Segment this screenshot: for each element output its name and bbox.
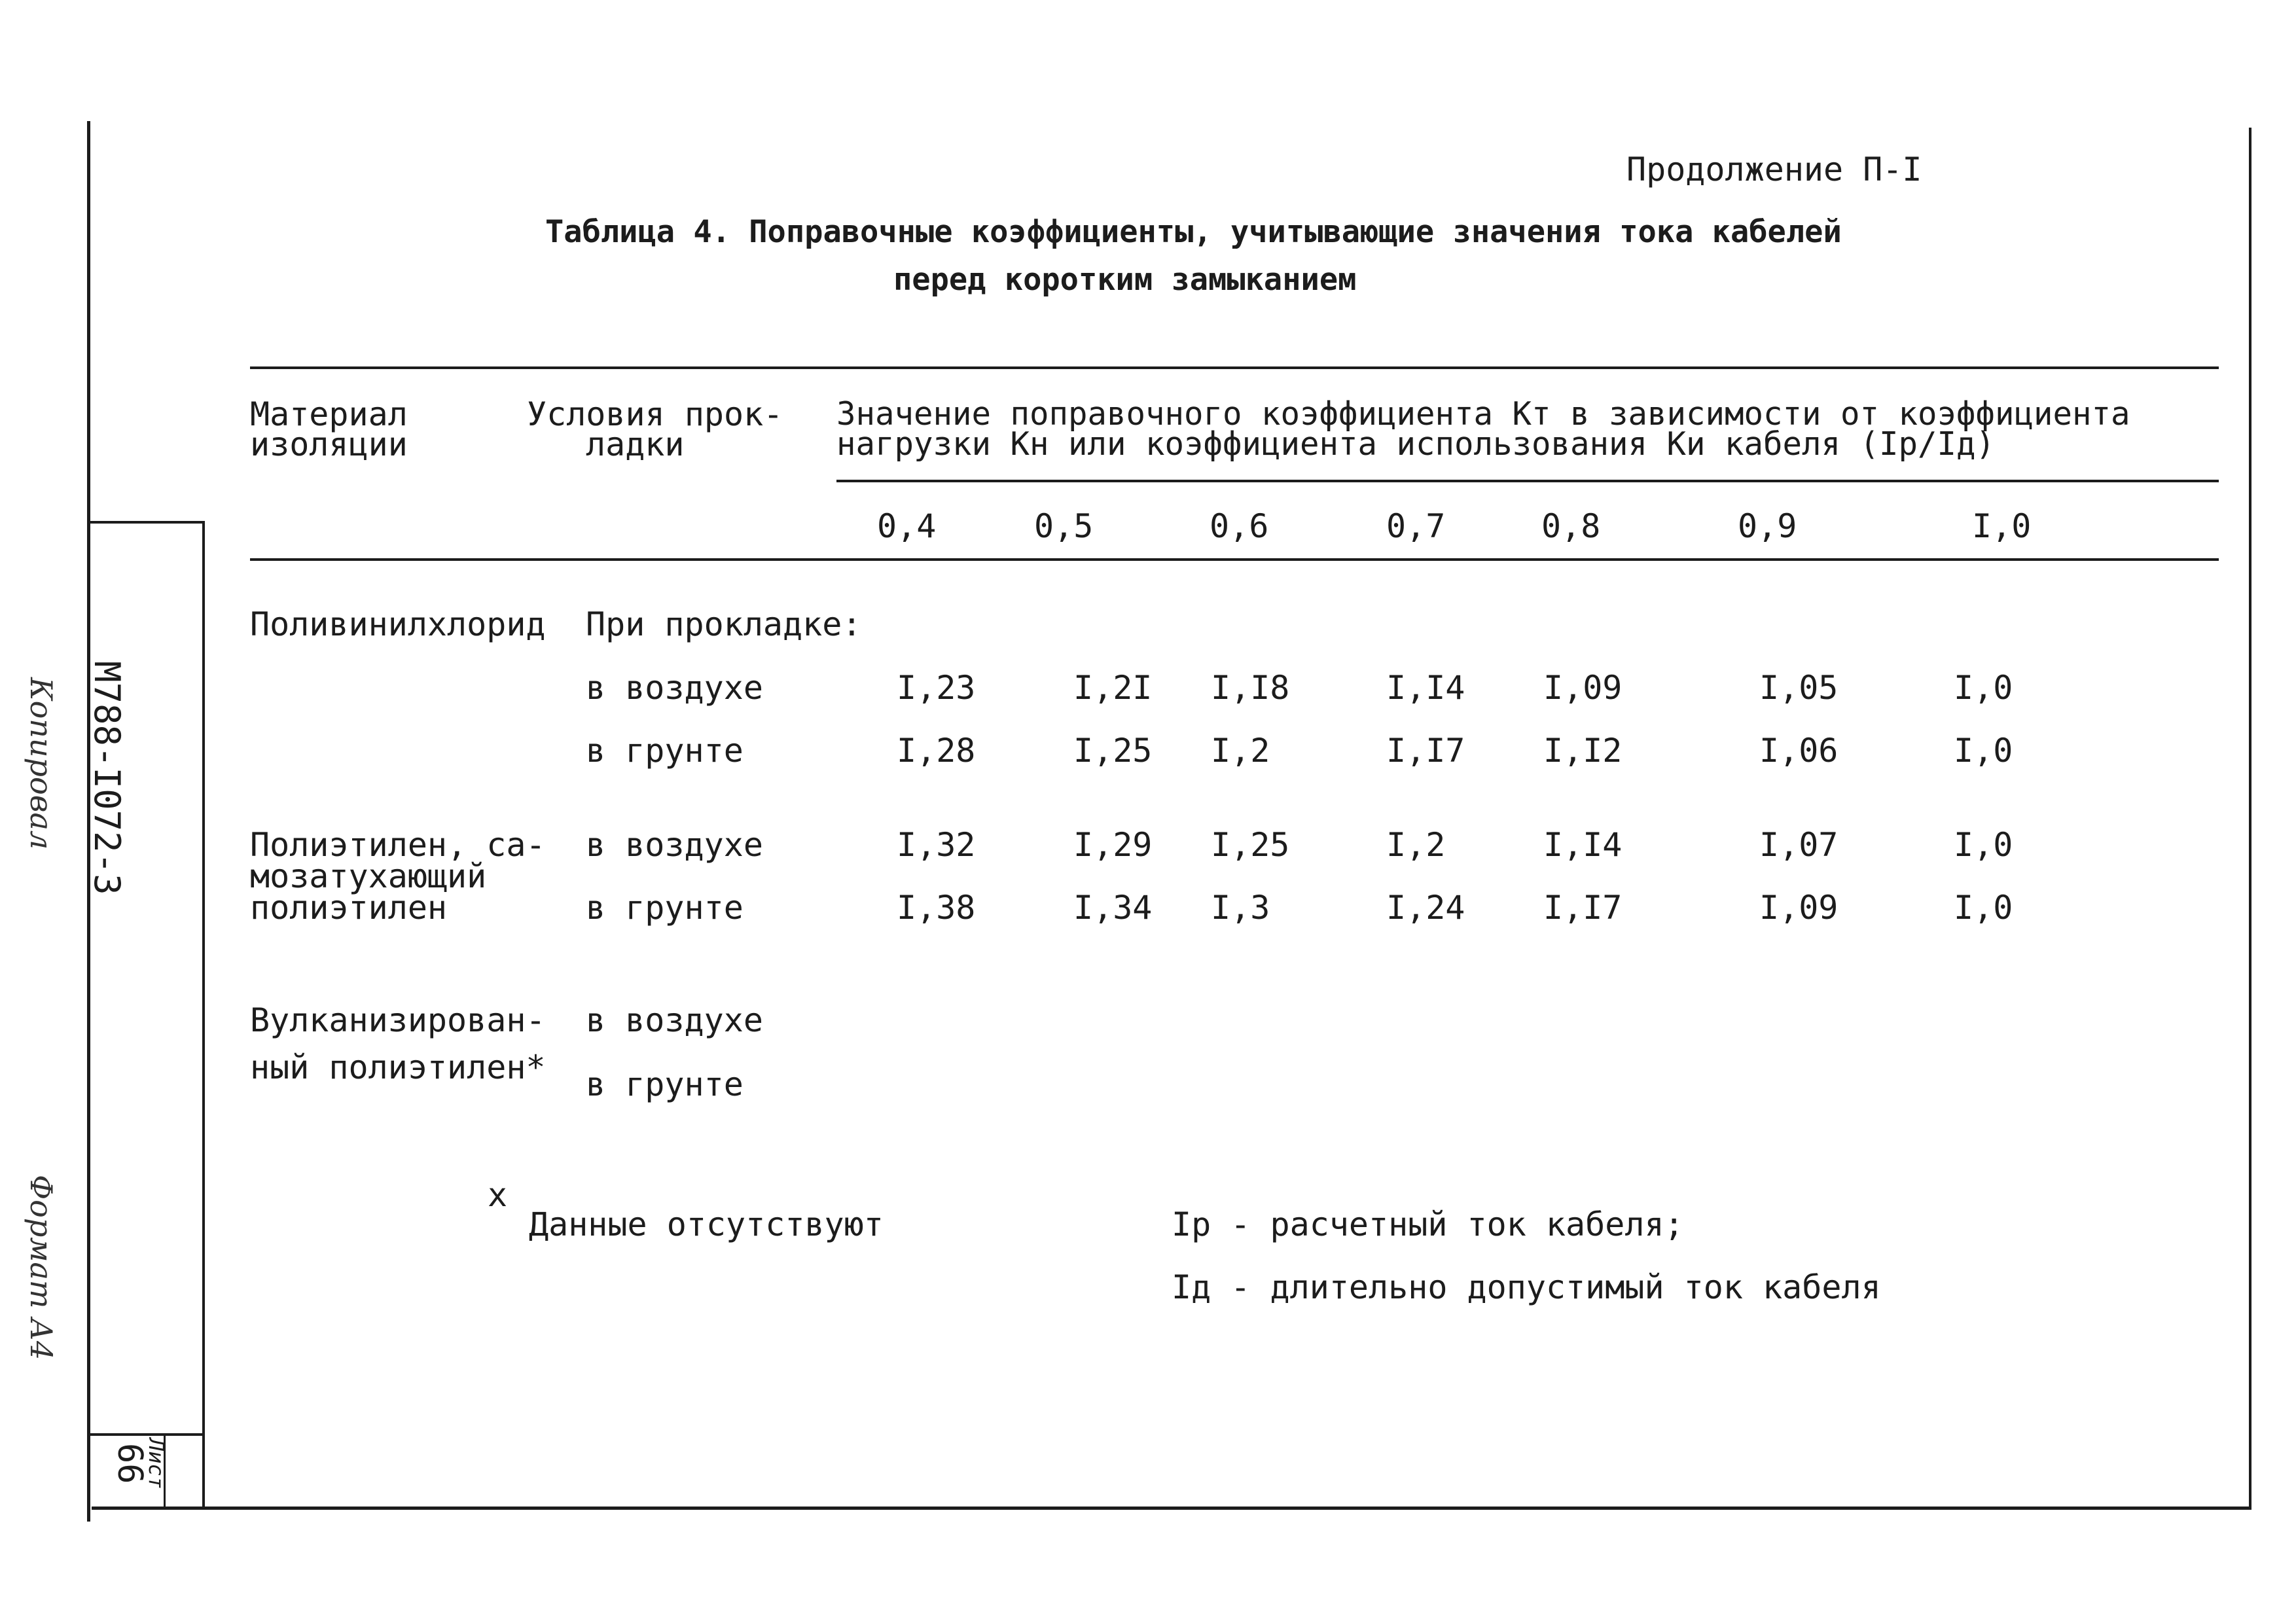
stamp-top-line xyxy=(90,521,205,524)
col-header-values-line2: нагрузки Кн или коэффициента использования Ки кабеля (Iр/Iд) xyxy=(836,425,1996,463)
laying-intro: При прокладке: xyxy=(586,605,862,643)
material-label: Поливинилхлорид xyxy=(250,605,546,643)
value-cell: I,09 xyxy=(1543,669,1623,707)
material-label-line2: ный полиэтилен* xyxy=(250,1048,546,1086)
material-label-line3: полиэтилен xyxy=(250,889,448,927)
value-cell: I,I4 xyxy=(1543,826,1623,864)
value-cell: I,0 xyxy=(1954,732,2013,770)
condition-label: в воздухе xyxy=(586,826,763,864)
value-cell: I,24 xyxy=(1386,889,1465,927)
condition-label: в воздухе xyxy=(586,669,763,707)
material-label-line1: Полиэтилен, са- xyxy=(250,826,546,864)
material-label-line2: мозатухающий xyxy=(250,857,487,895)
col-header-values-line1: Значение поправочного коэффициента Кт в зависимости от коэффициента xyxy=(836,395,2130,433)
value-cell: I,25 xyxy=(1211,826,1290,864)
value-cell: I,3 xyxy=(1211,889,1270,927)
value-cell: I,2I xyxy=(1073,669,1153,707)
col-header-conditions-line2: ладки xyxy=(586,425,685,463)
margin-handwriting-top: Копировал xyxy=(24,677,59,850)
load-factor-5: 0,9 xyxy=(1738,507,1797,545)
table-title-line1: Таблица 4. Поправочные коэффициенты, учитывающие значения тока кабелей xyxy=(545,214,1842,250)
load-factor-1: 0,5 xyxy=(1034,507,1094,545)
value-cell: I,29 xyxy=(1073,826,1153,864)
stamp-sheet-number: 66 xyxy=(110,1443,149,1484)
value-cell: I,06 xyxy=(1759,732,1839,770)
load-factor-2: 0,6 xyxy=(1210,507,1269,545)
stamp-right-line xyxy=(202,521,205,1509)
table-header-bottom-rule xyxy=(250,558,2219,561)
continuation-label: Продолжение П-I xyxy=(1626,151,1922,188)
load-factor-0: 0,4 xyxy=(877,507,937,545)
value-cell: I,38 xyxy=(897,889,976,927)
stamp-sheet-label: Лист xyxy=(144,1438,169,1489)
value-cell: I,0 xyxy=(1954,669,2013,707)
footnote-text: Данные отсутствуют xyxy=(529,1205,884,1243)
value-cell: I,32 xyxy=(897,826,976,864)
value-cell: I,23 xyxy=(897,669,976,707)
load-factor-4: 0,8 xyxy=(1541,507,1601,545)
condition-label: в воздухе xyxy=(586,1001,763,1039)
col-header-conditions-line1: Условия прок- xyxy=(527,395,783,433)
value-cell: I,34 xyxy=(1073,889,1153,927)
value-cell: I,2 xyxy=(1386,826,1446,864)
id-definition: Iд - длительно допустимый ток кабеля xyxy=(1172,1268,1881,1306)
condition-label: в грунте xyxy=(586,732,744,770)
value-cell: I,I8 xyxy=(1211,669,1290,707)
value-cell: I,07 xyxy=(1759,826,1839,864)
value-cell: I,28 xyxy=(897,732,976,770)
footnote-mark: x xyxy=(488,1176,508,1214)
value-cell: I,05 xyxy=(1759,669,1839,707)
value-cell: I,0 xyxy=(1954,889,2013,927)
load-factor-6: I,0 xyxy=(1972,507,2032,545)
margin-handwriting-bottom: Формат А4 xyxy=(24,1175,59,1361)
value-cell: I,I7 xyxy=(1543,889,1623,927)
frame-right-line xyxy=(2249,128,2251,1508)
condition-label: в грунте xyxy=(586,889,744,927)
value-cell: I,0 xyxy=(1954,826,2013,864)
value-cell: I,I7 xyxy=(1386,732,1465,770)
value-cell: I,09 xyxy=(1759,889,1839,927)
value-cell: I,25 xyxy=(1073,732,1153,770)
stamp-doc-code: М788-I072-3 xyxy=(86,661,128,895)
col-header-material-line1: Материал xyxy=(250,395,408,433)
ip-definition: Iр - расчетный ток кабеля; xyxy=(1172,1205,1684,1243)
col-header-material-line2: изоляции xyxy=(250,425,408,463)
value-cell: I,I4 xyxy=(1386,669,1465,707)
load-factor-3: 0,7 xyxy=(1386,507,1446,545)
table-title-line2: перед коротким замыканием xyxy=(893,262,1357,298)
value-cell: I,I2 xyxy=(1543,732,1623,770)
value-cell: I,2 xyxy=(1211,732,1270,770)
table-top-rule xyxy=(250,366,2219,369)
table-values-subrule xyxy=(836,480,2219,482)
stamp-sheet-top-line xyxy=(90,1433,205,1436)
material-label-line1: Вулканизирован- xyxy=(250,1001,546,1039)
condition-label: в грунте xyxy=(586,1065,744,1103)
frame-bottom-line xyxy=(92,1507,2251,1510)
